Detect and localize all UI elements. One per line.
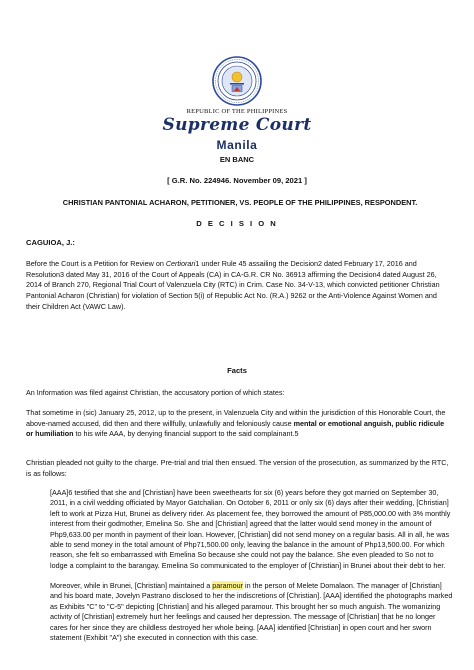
facts-heading: Facts bbox=[227, 366, 247, 375]
certiorari-italic: Certiorari bbox=[165, 259, 196, 268]
information-intro: An Information was filed against Christian, the accusatory portion of which states: bbox=[26, 388, 285, 397]
division-label: EN BANC bbox=[219, 155, 255, 164]
court-name: Supreme Court bbox=[162, 115, 312, 135]
supreme-court-seal-icon bbox=[212, 56, 262, 106]
accusation-bold-phrase: mental or emotional anguish, public ridicule or humiliation bbox=[26, 418, 445, 439]
decision-title: D E C I S I O N bbox=[196, 219, 278, 228]
republic-label: REPUBLIC OF THE PHILIPPINES bbox=[186, 108, 288, 115]
testimony-paragraph: [AAA]6 testified that she and [Christian] have been sweethearts for six (6) years before they got married on September 30, 2011, in a civil wedding officiated by Mayor Gatchalian. On October 6, 2011 or only six (6) days after their wedding, [Christian] left to work at Pizza Hut, Brunei as delivery rider. As placement fee, they borrowed the amount of P85,000.00 with 3% monthly interest from their godmother, Emelina So. She and [Christian] agreed that the latter would send money in the amount of Php9,633.00 per month in payment of their loan. However, [Christian] did not send money on a regular basis. All in all, he was able to send money in the total amount of Php71,500.00 only, leaving the balance in the amount of Php13,500.00. For which reason, she felt so embarrassed with Emelina So because she could not pay the balance. She even pleaded to So not to lodge a complaint to the barangay. Emelina So communicated to the employer of [Christian] in Brunei about their debt to her. bbox=[50, 488, 451, 570]
accusatory-portion: That sometime in (sic) January 25, 2012, up to the present, in Valenzuela City and within the jurisdiction of this Honorable Court, the above-named accused, did then and there willfully, unlawfully and feloniously cause mental or emotional anguish, public ridicule or humiliation to his wife AAA, by denying financial support to the said complainant.5 bbox=[26, 408, 446, 439]
case-parties: CHRISTIAN PANTONIAL ACHARON, PETITIONER, VS. PEOPLE OF THE PHILIPPINES, RESPONDENT. bbox=[62, 198, 418, 207]
highlighted-word: paramour bbox=[212, 581, 243, 590]
plea-paragraph: Christian pleaded not guilty to the charge. Pre-trial and trial then ensued. The version of the prosecution, as summarized by the RTC, is as follows: bbox=[26, 458, 449, 478]
intro-paragraph: Before the Court is a Petition for Review on Certiorari1 under Rule 45 assailing the Decision2 dated February 17, 2016 and Resolution3 dated May 31, 2016 of the Court of Appeals (CA) in CA-G.R. CR No. 36913 affirming the Decision4 dated August 26, 2014 of Branch 270, Regional Trial Court of Valenzuela City (RTC) in Crim. Case No. 34-V-13, which convicted petitioner Christian Pantonial Acharon (Christian) for violation of Section 5(i) of Republic Act No. (R.A.) 9262 or the Anti-Violence Against Women and their Children Act (VAWC Law). bbox=[26, 259, 440, 311]
ponente: CAGUIOA, J.: bbox=[26, 238, 75, 247]
court-city: Manila bbox=[216, 138, 258, 152]
case-number: [ G.R. No. 224946. November 09, 2021 ] bbox=[167, 176, 307, 185]
paramour-paragraph: Moreover, while in Brunei, [Christian] maintained a paramour in the person of Melete Domalaon. The manager of [Christian] and his board mate, Jovelyn Pastrano disclosed to her the indiscretions of [Christian]. [AAA] identified the photographs marked as Exhibits "C" to "C-5" depicting [Christian] and his alleged paramour. This brought her so much anguish. The womanizing activity of [Christian] extremely hurt her feelings and caused her depression. The message of [Christian] that he no longer cares for her since they are childless destroyed her whole being. [AAA] identified [Christian] in open court and her sworn statement (Exhibit "A") she executed in connection with this case. bbox=[50, 581, 453, 643]
